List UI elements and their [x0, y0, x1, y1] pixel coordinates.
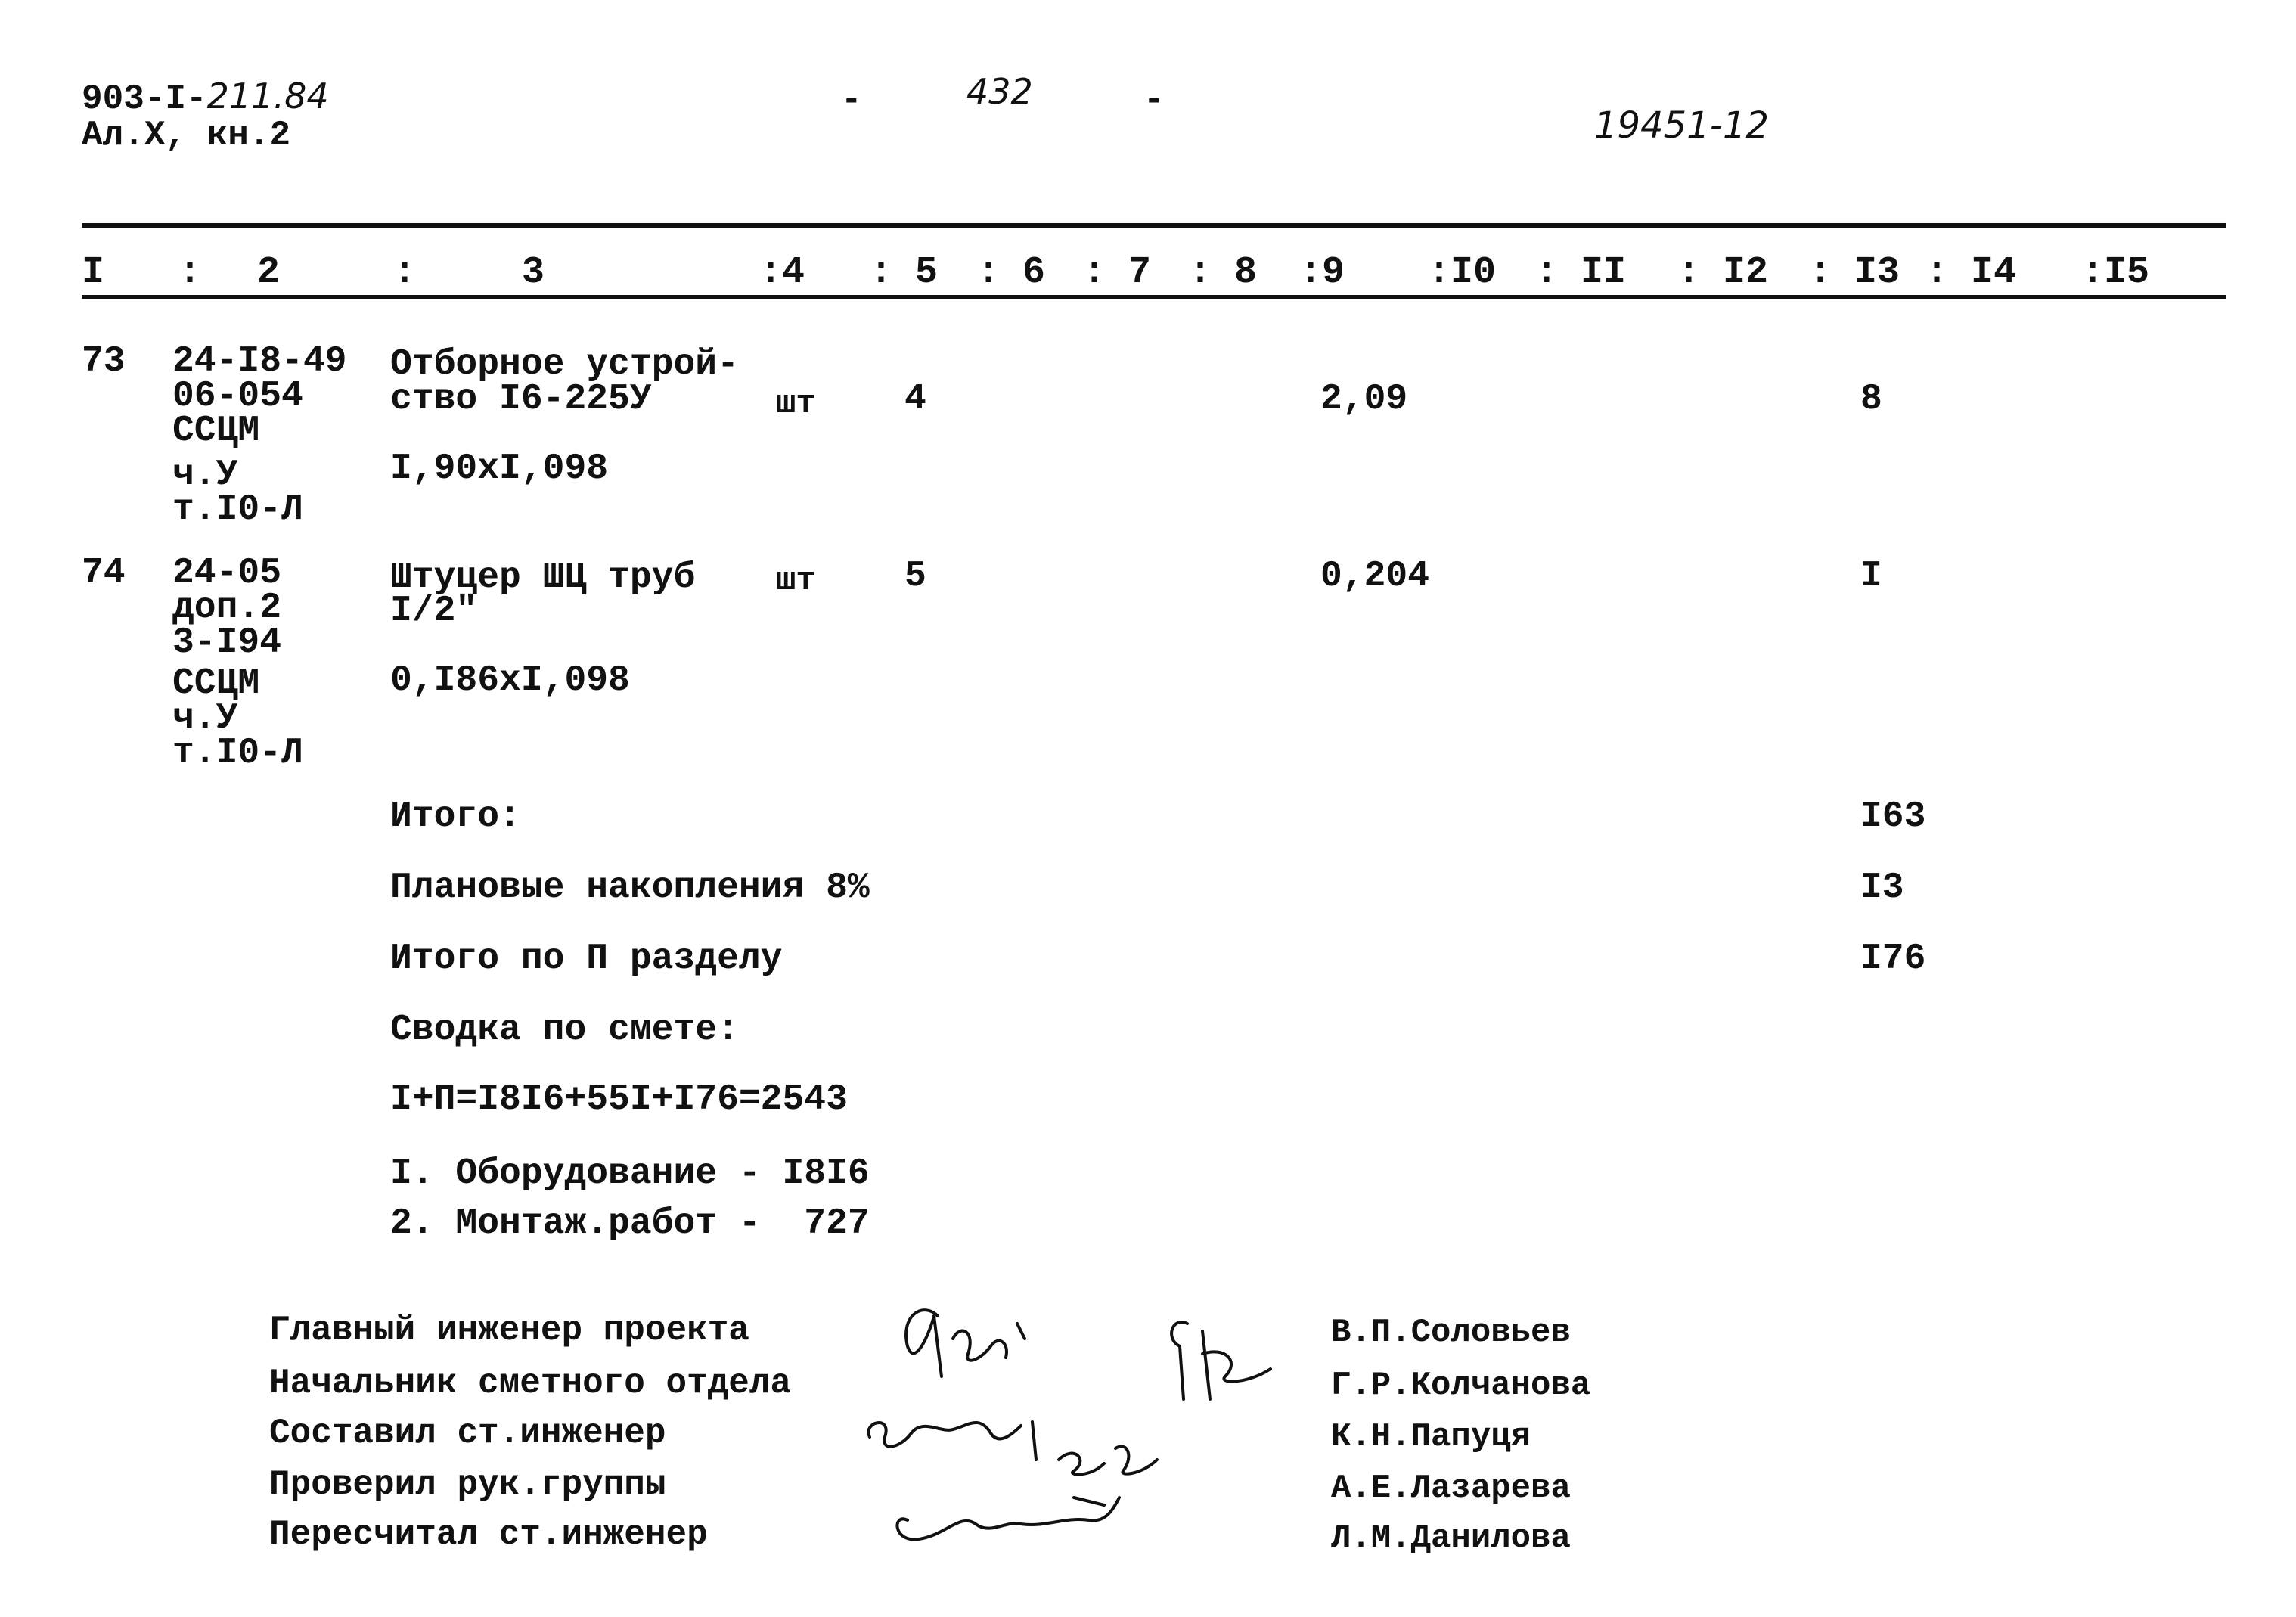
signatory-name: В.П.Соловьев	[1331, 1314, 1571, 1352]
signature-mark	[868, 1422, 1036, 1460]
row-formula: I,90xI,098	[390, 448, 609, 489]
row-number: 73	[82, 341, 126, 382]
signatory-name: К.Н.Папуця	[1331, 1418, 1531, 1456]
summary-installation: 2. Монтаж.работ - 727	[390, 1203, 870, 1244]
signature-mark	[906, 1310, 1025, 1376]
page-number: 432	[966, 71, 1033, 112]
row-name-line: I/2"	[390, 591, 478, 632]
col-header-sep: :	[393, 251, 417, 294]
summary-equipment: I. Оборудование - I8I6	[390, 1153, 870, 1194]
row-code-line: т.I0-Л	[172, 733, 303, 774]
table-top-rule	[82, 223, 2226, 228]
col-header-8: : 8	[1189, 251, 1258, 294]
col-header-10: :I0	[1428, 251, 1497, 294]
col-header-7: : 7	[1083, 251, 1152, 294]
row-code-line: 3-I94	[172, 622, 282, 663]
signatory-name: Г.Р.Колчанова	[1331, 1367, 1591, 1404]
row-price: 2,09	[1320, 379, 1408, 420]
doc-code	[82, 76, 329, 119]
doc-code-printed: 903-I-	[82, 79, 207, 119]
row-unit: шт	[776, 562, 816, 600]
row-code-line: ССЦМ	[172, 663, 260, 704]
handwritten-signatures	[847, 1271, 1316, 1573]
row-code-line: 06-054	[172, 376, 303, 417]
signature-mark	[1059, 1446, 1157, 1474]
sheet-code: 19451-12	[1594, 104, 1770, 147]
row-code-line: ССЦМ	[172, 411, 260, 452]
col-header-11: : II	[1535, 251, 1627, 294]
album-ref: Ал.Х, кн.2	[82, 116, 291, 155]
row-code-line: доп.2	[172, 588, 282, 628]
row-qty: 4	[904, 379, 926, 420]
signatory-name: Л.М.Данилова	[1331, 1519, 1571, 1557]
row-total: 8	[1860, 379, 1882, 420]
col-header-1: I	[82, 251, 105, 294]
col-header-4: :4	[759, 251, 805, 294]
col-header-13: : I3	[1809, 251, 1900, 294]
signature-role: Начальник сметного отдела	[269, 1364, 792, 1403]
col-header-6: : 6	[977, 251, 1046, 294]
doc-code-handwritten: 211.84	[206, 76, 329, 116]
total-value: I3	[1860, 867, 1904, 908]
row-unit: шт	[776, 385, 816, 423]
col-header-9: :9	[1299, 251, 1345, 294]
page-dash-right: -	[1143, 81, 1165, 120]
row-name-line: Штуцер ШЦ труб	[390, 557, 696, 598]
row-qty: 5	[904, 556, 926, 597]
signature-mark	[897, 1498, 1119, 1539]
col-header-2: 2	[257, 251, 281, 294]
row-total: I	[1860, 556, 1882, 597]
row-code-line: 24-05	[172, 553, 282, 594]
signature-role: Проверил рук.группы	[269, 1465, 666, 1504]
signature-role: Пересчитал ст.инженер	[269, 1515, 708, 1554]
total-label: Плановые накопления 8%	[390, 867, 870, 908]
row-code-line: ч.У	[172, 698, 238, 739]
summary-title: Сводка по смете:	[390, 1010, 739, 1051]
row-code-line: 24-I8-49	[172, 341, 347, 382]
col-header-sep: :	[178, 251, 202, 294]
row-code-line: т.I0-Л	[172, 489, 303, 530]
col-header-12: : I2	[1677, 251, 1769, 294]
page-dash-left: -	[841, 81, 862, 120]
total-label: Итого:	[390, 796, 521, 837]
signatory-name: А.Е.Лазарева	[1331, 1470, 1571, 1507]
row-name-line: Отборное устрой-	[390, 344, 739, 385]
col-header-14: : I4	[1925, 251, 2017, 294]
col-header-5: : 5	[870, 251, 939, 294]
summary-formula: I+П=I8I6+55I+I76=2543	[390, 1079, 848, 1120]
signature-role: Составил ст.инженер	[269, 1414, 666, 1453]
row-price: 0,204	[1320, 556, 1430, 597]
total-value: I76	[1860, 939, 1926, 979]
row-name-line: ство I6-225У	[390, 379, 652, 420]
col-header-15: :I5	[2081, 251, 2150, 294]
total-value: I63	[1860, 796, 1926, 837]
row-number: 74	[82, 553, 126, 594]
row-formula: 0,I86xI,098	[390, 660, 630, 701]
signature-role: Главный инженер проекта	[269, 1311, 749, 1350]
signature-mark	[1171, 1322, 1271, 1399]
row-code-line: ч.У	[172, 455, 238, 495]
col-header-3: 3	[522, 251, 545, 294]
table-header-rule	[82, 295, 2226, 299]
total-label: Итого по П разделу	[390, 939, 783, 979]
